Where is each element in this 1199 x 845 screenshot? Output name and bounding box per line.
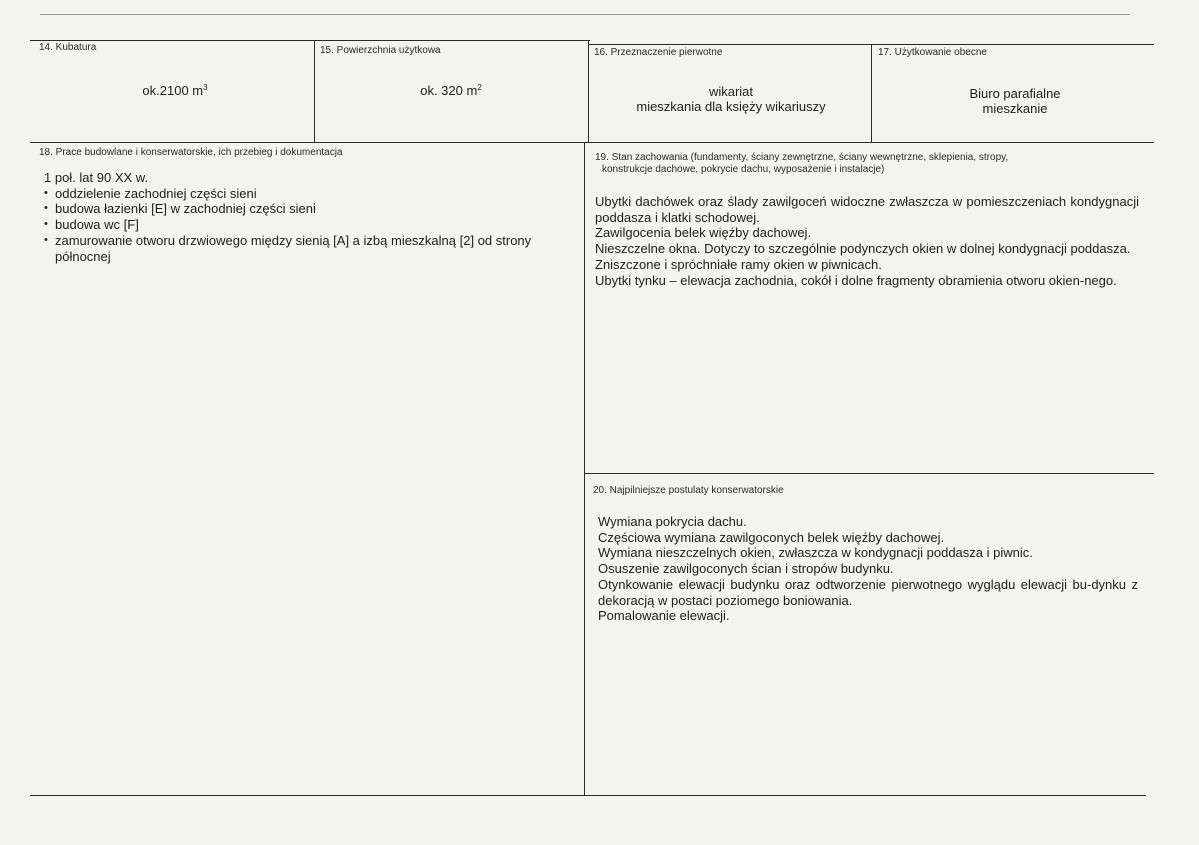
bottom-line: [30, 795, 1146, 796]
field-19-paragraph: Zawilgocenia belek więźby dachowej.: [595, 225, 812, 241]
list-item: • budowa wc [F]: [44, 217, 578, 233]
divider-18-19: [584, 142, 585, 795]
field-16-label: 16. Przeznaczenie pierwotne: [594, 47, 723, 58]
field-14-value-text: ok.2100 m: [142, 83, 204, 98]
field-16-line-2: mieszkania dla księży wikariuszy: [636, 99, 826, 114]
list-item: • oddzielenie zachodniej części sieni: [44, 186, 578, 202]
field-20-content: [598, 514, 1138, 624]
field-19-label-line-2: konstrukcje dachowe, pokrycie dachu, wyposażenie i instalacje): [602, 164, 885, 175]
field-17-label: 17. Użytkowanie obecne: [878, 47, 987, 58]
list-item: • zamurowanie otworu drzwiowego między sienią [A] a izbą mieszkalną [2] od strony północnej: [44, 233, 578, 264]
field-20-paragraph: Wymiana nieszczelnych okien, zwłaszcza w kondygnacji poddasza i piwnic.: [598, 545, 1033, 561]
field-19-content: [595, 194, 1139, 288]
row1-bottom-line: [30, 142, 1154, 143]
field-14-value: [120, 83, 230, 98]
divider-16-17: [871, 44, 872, 142]
field-18-intro: 1 poł. lat 90 XX w.: [44, 170, 149, 185]
field-15-value-sup: 2: [477, 83, 482, 92]
field-17-line-2: mieszkanie: [982, 101, 1048, 116]
field-18-list: [44, 186, 578, 265]
field-19-paragraph: Ubytki tynku – elewacja zachodnia, cokół i dolne fragmenty obramienia otworu okien-nego.: [595, 272, 1117, 288]
field-17-line-1: Biuro parafialne: [969, 86, 1061, 101]
field-20-paragraph: Otynkowanie elewacji budynku oraz odtworzenie pierwotnego wyglądu elewacji bu-dynku z dekoracją w postaci poziomego boniowania.: [598, 576, 1138, 608]
field-20-paragraph: Pomalowanie elewacji.: [598, 608, 730, 624]
field-16-value: [596, 84, 866, 114]
field-20-paragraph: Wymiana pokrycia dachu.: [598, 514, 747, 529]
field-15-value-text: ok. 320 m: [420, 83, 478, 98]
divider-14-15: [314, 40, 315, 142]
field-18-label: 18. Prace budowlane i konserwatorskie, ich przebieg i dokumentacja: [39, 147, 343, 158]
field-19-paragraph: Ubytki dachówek oraz ślady zawilgoceń widoczne zwłaszcza w pomieszczeniach kondygnacji poddasza i klatki schodowej.: [595, 194, 1139, 225]
field-19-paragraph: Nieszczelne okna. Dotyczy to szczególnie podynczych okien w dolnej kondygnacji poddasza.: [595, 241, 1131, 257]
field-14-value-sup: 3: [203, 83, 208, 92]
top-edge-line: [40, 14, 1130, 15]
field-19-label-line-1: 19. Stan zachowania (fundamenty, ściany zewnętrzne, ściany wewnętrzne, sklepienia, stropy,: [595, 152, 1009, 163]
field-16-line-1: wikariat: [708, 84, 754, 99]
field-19-paragraph: Zniszczone i spróchniałe ramy okien w piwnicach.: [595, 256, 882, 272]
field-20-paragraph: Częściowa wymiana zawilgoconych belek więźby dachowej.: [598, 529, 945, 545]
field-20-label: 20. Najpilniejsze postulaty konserwatorskie: [593, 485, 784, 496]
field-17-value: [880, 86, 1150, 116]
divider-15-16: [588, 40, 589, 142]
field-15-label: 15. Powierzchnia użytkowa: [320, 45, 441, 56]
row1-top-line: [30, 40, 590, 41]
field-15-value: [396, 83, 506, 98]
field-18-content: [44, 170, 578, 264]
field-20-paragraph: Osuszenie zawilgoconych ścian i stropów budynku.: [598, 561, 894, 577]
list-item: • budowa łazienki [E] w zachodniej części sieni: [44, 201, 578, 217]
divider-19-20: [584, 473, 1154, 474]
field-14-label: 14. Kubatura: [39, 42, 97, 53]
